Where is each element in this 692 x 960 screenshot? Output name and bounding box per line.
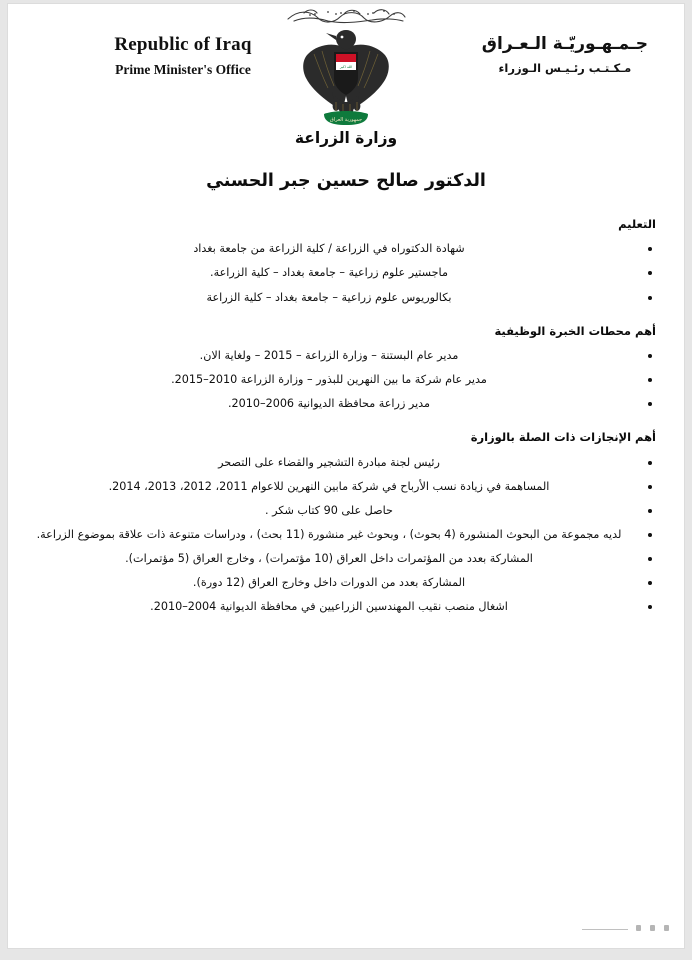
list-item-text: مدير عام البستنة – وزارة الزراعة – 2015 – ولغاية الان. — [199, 348, 459, 362]
section-heading-career: أهم محطات الخبرة الوظيفية — [494, 323, 656, 338]
emblem-banner-text: جمهورية العراق — [329, 117, 363, 123]
section-heading-education: التعليم — [618, 217, 656, 231]
list-item — [20, 598, 656, 616]
section-education — [20, 216, 656, 307]
list-item-text: مدير زراعة محافظة الديوانية 2006–2010. — [227, 397, 431, 411]
ministry-title: وزارة الزراعة — [294, 129, 398, 147]
eagle-of-saladin-emblem — [298, 26, 394, 130]
letterhead-english — [68, 34, 298, 78]
scan-artifact-mark — [582, 924, 674, 934]
list-item — [20, 454, 656, 472]
list-item — [20, 240, 656, 258]
section-career — [20, 323, 656, 414]
letterhead-english-office: Prime Minister's Office — [115, 62, 251, 77]
list-item-text: اشغال منصب نقيب المهندسين الزراعيين في محافظة الديوانية 2004–2010. — [150, 600, 508, 614]
letterhead-arabic-office: مـكـتـب رئـيـس الـوزراء — [498, 61, 632, 75]
list-item-text: المساهمة في زيادة نسب الأرباح في شركة مابين النهرين للاعوام 2011، 2012، 2013، 2014. — [108, 479, 550, 493]
list-item-text: لديه مجموعة من البحوث المنشورة (4 بحوث) ، وبحوث غير منشورة (11 بحث) ، ودراسات متنوعة ذات علاقة بموضوع الزراعة. — [36, 528, 622, 542]
list-item — [20, 478, 656, 496]
list-item — [20, 347, 656, 365]
list-item — [20, 526, 656, 544]
list-item — [20, 264, 656, 282]
list-item-text: مدير عام شركة ما بين النهرين للبذور – وزارة الزراعة 2010–2015. — [171, 373, 487, 387]
list-item-text: المشاركة بعدد من الدورات داخل وخارج العراق (12 دورة). — [192, 576, 466, 590]
letterhead-arabic — [482, 34, 648, 75]
education-list — [20, 240, 656, 306]
emblem-icon — [298, 26, 394, 130]
letterhead-english-country: Republic of Iraq — [114, 34, 252, 55]
document-sheet — [8, 4, 684, 948]
list-item — [20, 550, 656, 568]
svg-text:الله اكبر: الله اكبر — [339, 65, 353, 69]
list-item-text: رئيس لجنة مبادرة التشجير والقضاء على التصحر — [218, 455, 440, 469]
letterhead — [8, 26, 684, 136]
list-item — [20, 395, 656, 413]
basmala-calligraphy — [8, 6, 684, 26]
list-item-text: المشاركة بعدد من المؤتمرات داخل العراق (10 مؤتمرات) ، وخارج العراق (5 مؤتمرات). — [125, 552, 533, 566]
cv-body — [20, 216, 656, 633]
career-list — [20, 347, 656, 413]
list-item-text: حاصل على 90 كتاب شكر . — [265, 503, 393, 517]
document-title-block — [8, 128, 684, 193]
list-item — [20, 371, 656, 389]
list-item — [20, 502, 656, 520]
list-item — [20, 289, 656, 307]
list-item-text: بكالوريوس علوم زراعية – جامعة بغداد – كلية الزراعة — [206, 290, 452, 304]
letterhead-arabic-country: جـمـهـوريّـة الـعـراق — [481, 34, 648, 54]
list-item — [20, 574, 656, 592]
basmala-icon — [284, 6, 408, 26]
person-name: الدكتور صالح حسين جبر الحسني — [206, 170, 486, 191]
section-achievements — [20, 429, 656, 616]
list-item-text: ماجستير علوم زراعية – جامعة بغداد – كلية الزراعة. — [210, 266, 448, 280]
list-item-text: شهادة الدكتوراه في الزراعة / كلية الزراعة من جامعة بغداد — [193, 242, 465, 256]
achievements-list — [20, 454, 656, 617]
section-heading-achievements: أهم الإنجازات ذات الصلة بالوزارة — [470, 430, 656, 445]
